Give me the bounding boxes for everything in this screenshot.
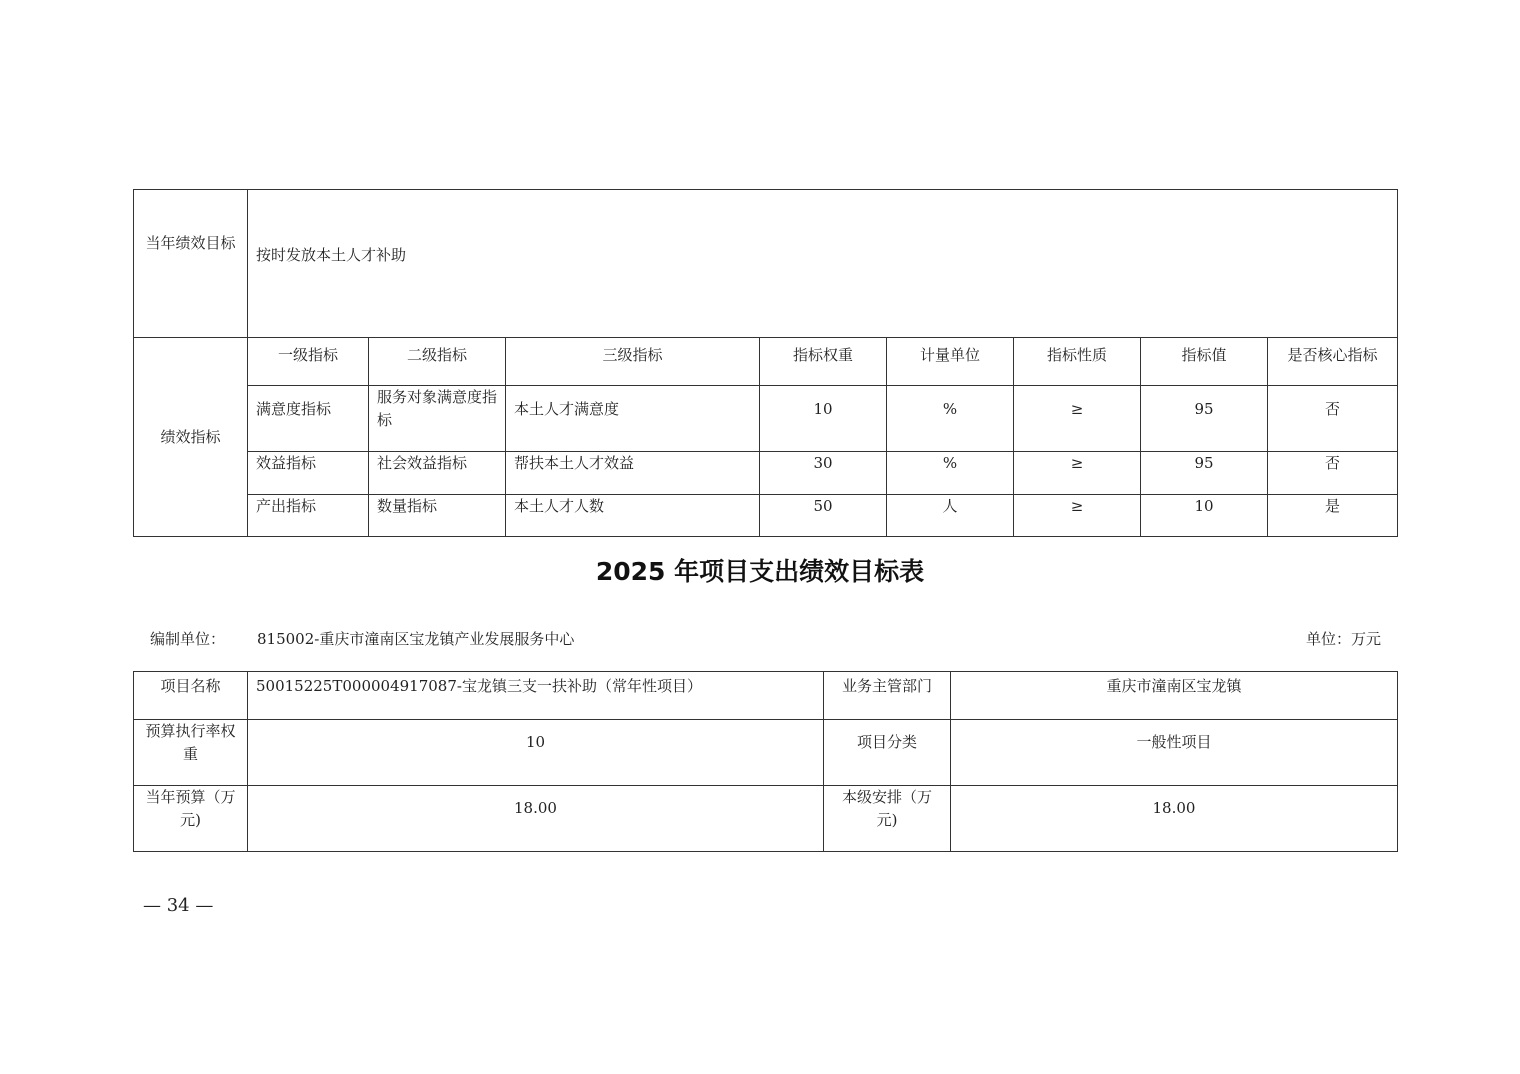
dept-value: 重庆市潼南区宝龙镇 (951, 672, 1398, 720)
cell: 社会效益指标 (369, 452, 506, 495)
cell: ≥ (1014, 495, 1141, 537)
currency-unit: 单位：万元 (1306, 630, 1382, 648)
budget-label: 当年预算（万元) (134, 786, 248, 852)
cell: 是 (1268, 495, 1398, 537)
cell: 效益指标 (248, 452, 369, 495)
project-info-table (133, 671, 1398, 852)
cell: 95 (1141, 452, 1268, 495)
project-name-label: 项目名称 (134, 672, 248, 720)
cell: 产出指标 (248, 495, 369, 537)
cell: 数量指标 (369, 495, 506, 537)
local-arrangement-value: 18.00 (951, 786, 1398, 852)
budget-value: 18.00 (248, 786, 824, 852)
cell: 帮扶本土人才效益 (506, 452, 760, 495)
compiling-unit-value: 815002-重庆市潼南区宝龙镇产业发展服务中心 (257, 630, 575, 648)
cell: 95 (1141, 386, 1268, 452)
exec-weight-value: 10 (248, 720, 824, 786)
header-cell: 指标权重 (760, 338, 887, 386)
header-cell: 指标性质 (1014, 338, 1141, 386)
cell: 服务对象满意度指标 (369, 386, 506, 452)
cell: 30 (760, 452, 887, 495)
cell: 本土人才人数 (506, 495, 760, 537)
header-cell: 计量单位 (887, 338, 1014, 386)
cell: % (887, 386, 1014, 452)
performance-indicator-table (133, 189, 1398, 537)
header-cell: 一级指标 (248, 338, 369, 386)
category-label: 项目分类 (824, 720, 951, 786)
compiling-unit-label: 编制单位： (150, 630, 226, 648)
table-row (134, 386, 1398, 452)
goal-text: 按时发放本土人才补助 (248, 190, 1398, 338)
exec-weight-label: 预算执行率权重 (134, 720, 248, 786)
cell: 满意度指标 (248, 386, 369, 452)
cell: ≥ (1014, 452, 1141, 495)
dept-label: 业务主管部门 (824, 672, 951, 720)
header-cell: 三级指标 (506, 338, 760, 386)
header-cell: 指标值 (1141, 338, 1268, 386)
category-value: 一般性项目 (951, 720, 1398, 786)
goal-label: 当年绩效目标 (134, 190, 248, 338)
local-arrangement-label: 本级安排（万元) (824, 786, 951, 852)
project-name-value: 50015225T000004917087-宝龙镇三支一扶补助（常年性项目） (248, 672, 824, 720)
table-row (134, 495, 1398, 537)
perf-label: 绩效指标 (134, 338, 248, 537)
cell: 否 (1268, 386, 1398, 452)
header-cell: 是否核心指标 (1268, 338, 1398, 386)
cell: 10 (1141, 495, 1268, 537)
page-title: 2025 年项目支出绩效目标表 (595, 557, 925, 586)
cell: % (887, 452, 1014, 495)
table-row (134, 452, 1398, 495)
cell: 50 (760, 495, 887, 537)
cell: ≥ (1014, 386, 1141, 452)
cell: 本土人才满意度 (506, 386, 760, 452)
cell: 否 (1268, 452, 1398, 495)
page-number: — 34 — (143, 895, 214, 916)
cell: 10 (760, 386, 887, 452)
cell: 人 (887, 495, 1014, 537)
header-cell: 二级指标 (369, 338, 506, 386)
